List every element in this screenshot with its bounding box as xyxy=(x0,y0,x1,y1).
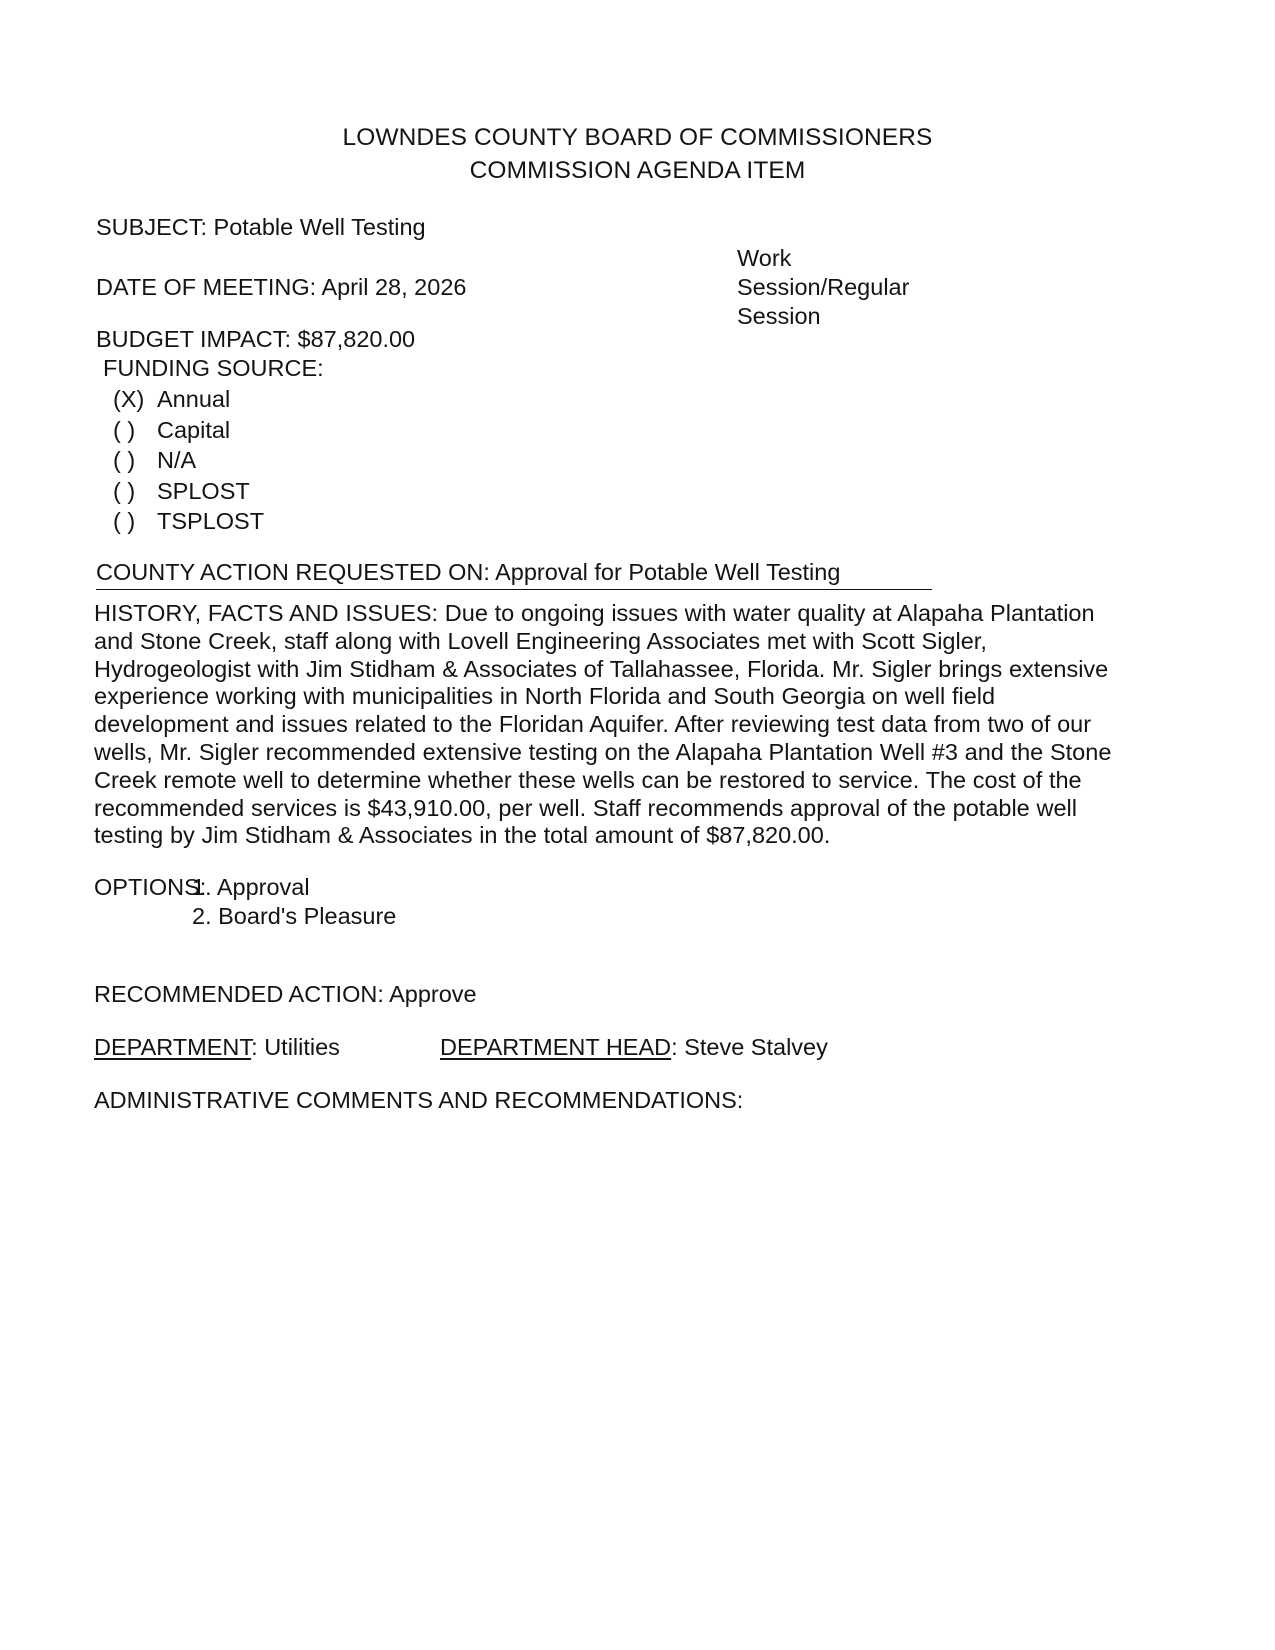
department-label: DEPARTMENT xyxy=(94,1034,252,1060)
department-head-value: Steve Stalvey xyxy=(684,1034,828,1060)
option-item-1: 1. Approval xyxy=(192,874,310,900)
history-facts-issues-paragraph: HISTORY, FACTS AND ISSUES: Due to ongoing issues with water quality at Alapaha Plantation and Stone Creek, staff along with Lovell Engineering Associates met with Scott Sigler, Hydrogeologist with Jim Stidham & Associates of Tallahassee, Florida. Mr. Sigler brings extensive experience working with municipalities in North Florida and South Georgia on well field development and issues related to the Floridan Aquifer. After reviewing test data from two of our wells, Mr. Sigler recommended extensive testing on the Alapaha Plantation Well #3 and the Stone Creek remote well to determine whether these wells can be restored to service. The cost of the recommended services is $43,910.00, per well. Staff recommends approval of the potable well testing by Jim Stidham & Associates in the total amount of $87,820.00. xyxy=(94,600,1112,849)
funding-option-annual[interactable] xyxy=(113,384,264,415)
checkbox-annual[interactable]: (X) xyxy=(113,386,145,412)
funding-option-label: N/A xyxy=(157,447,197,474)
checkbox-capital[interactable]: ( ) xyxy=(113,416,136,443)
funding-option-na[interactable] xyxy=(113,445,264,476)
option-item-2: 2. Board's Pleasure xyxy=(192,903,397,929)
county-action-requested-line: COUNTY ACTION REQUESTED ON: Approval for Potable Well Testing xyxy=(96,558,932,590)
header-line-agenda-item: COMMISSION AGENDA ITEM xyxy=(469,157,806,184)
funding-option-label: Capital xyxy=(157,416,231,443)
options-label: OPTIONS: xyxy=(94,874,207,900)
header-line-board: LOWNDES COUNTY BOARD OF COMMISSIONERS xyxy=(342,124,933,151)
session-line-3: Session xyxy=(737,303,821,329)
funding-option-label: TSPLOST xyxy=(157,508,265,535)
funding-option-splost[interactable] xyxy=(113,476,264,507)
department-field xyxy=(94,1032,340,1062)
session-line-1: Work xyxy=(737,245,792,271)
funding-option-tsplost[interactable] xyxy=(113,506,264,537)
funding-source-options xyxy=(113,384,264,537)
document-header xyxy=(0,121,1275,187)
session-type-block xyxy=(737,244,967,331)
department-separator: : xyxy=(251,1034,265,1060)
date-of-meeting-line: DATE OF MEETING: April 28, 2026 xyxy=(96,274,467,300)
checkbox-tsplost[interactable]: ( ) xyxy=(113,508,136,535)
funding-option-label: Annual xyxy=(157,386,231,412)
budget-impact-line: BUDGET IMPACT: $87,820.00 xyxy=(96,326,416,352)
funding-source-label: FUNDING SOURCE: xyxy=(103,355,324,381)
administrative-comments-label: ADMINISTRATIVE COMMENTS AND RECOMMENDATIONS: xyxy=(94,1087,744,1113)
funding-option-label: SPLOST xyxy=(157,477,250,504)
session-line-2: Session/Regular xyxy=(737,274,910,300)
recommended-action-line: RECOMMENDED ACTION: Approve xyxy=(94,981,477,1007)
department-value: Utilities xyxy=(264,1034,340,1060)
checkbox-na[interactable]: ( ) xyxy=(113,447,136,474)
department-head-label: DEPARTMENT HEAD xyxy=(440,1034,672,1060)
department-head-field xyxy=(440,1032,828,1062)
checkbox-splost[interactable]: ( ) xyxy=(113,477,136,504)
subject-line: SUBJECT: Potable Well Testing xyxy=(96,214,426,240)
funding-option-capital[interactable] xyxy=(113,415,264,446)
department-head-separator: : xyxy=(671,1034,685,1060)
